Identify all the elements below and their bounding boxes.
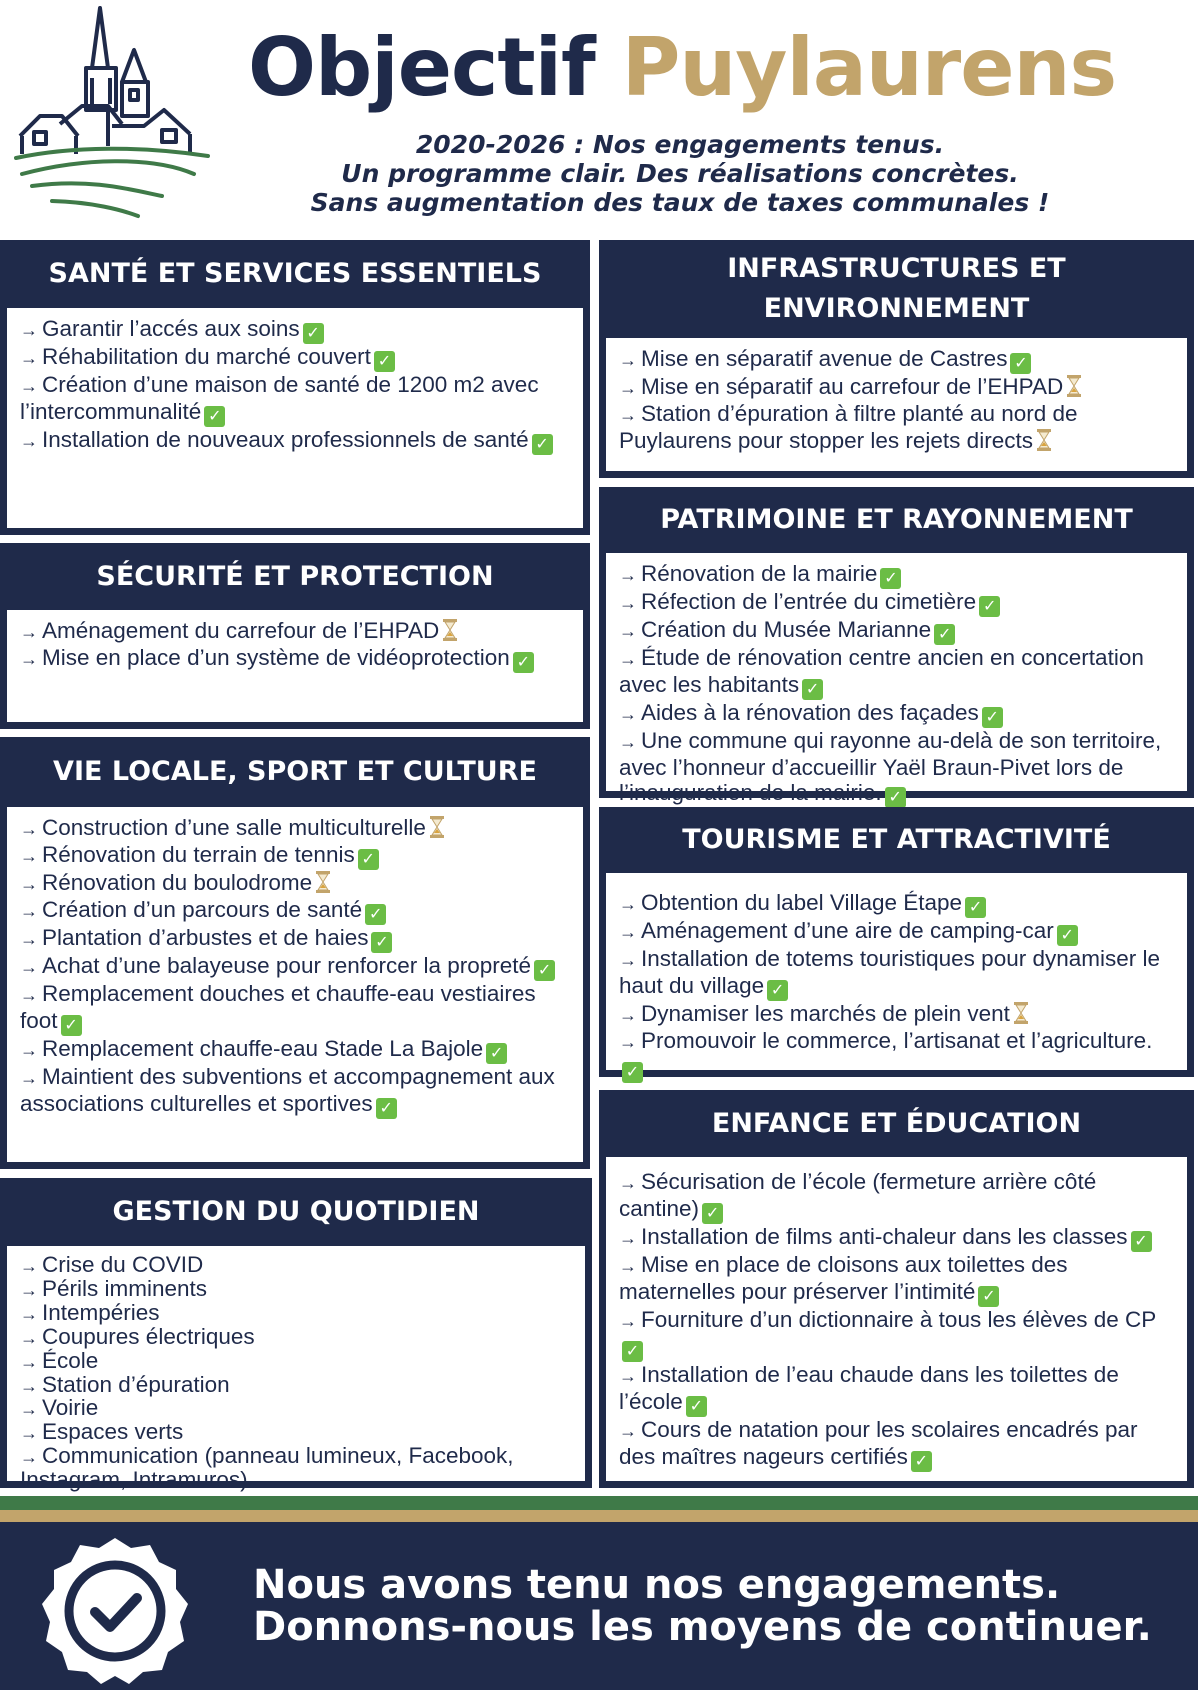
section-body: [606, 1157, 1187, 1481]
check-mark-icon: ✓: [965, 897, 986, 918]
arrow-icon: →: [20, 622, 38, 642]
arrow-icon: →: [619, 1032, 637, 1052]
check-mark-icon: ✓: [303, 323, 324, 344]
list-item: [619, 728, 1173, 808]
arrow-icon: →: [619, 1228, 637, 1248]
arrow-icon: →: [619, 405, 637, 425]
list-item-text: Obtention du label Village Étape: [641, 890, 963, 915]
list-item-text: Cours de natation pour les scolaires encadrés par des maîtres nageurs certifiés: [619, 1417, 1138, 1469]
section-title: SANTÉ ET SERVICES ESSENTIELS: [48, 258, 542, 289]
list-item-text: Aménagement du carrefour de l’EHPAD: [42, 618, 440, 643]
list-item: [619, 346, 1173, 374]
list-item-text: Achat d’une balayeuse pour renforcer la propreté: [42, 953, 532, 978]
list-item: [619, 1417, 1173, 1472]
list-item-text: Remplacement douches et chauffe-eau vestiaires foot: [20, 981, 536, 1033]
list-item-text: Aménagement d’une aire de camping-car: [641, 918, 1054, 943]
arrow-icon: →: [20, 320, 38, 340]
list-item: [619, 401, 1173, 453]
arrow-icon: →: [619, 565, 637, 585]
list-item: [619, 1307, 1173, 1362]
hourglass-icon: [1063, 374, 1082, 399]
list-item-text: Remplacement chauffe-eau Stade La Bajole: [42, 1036, 484, 1061]
section-body: [7, 308, 583, 528]
arrow-icon: →: [20, 348, 38, 368]
list-item: [20, 981, 569, 1036]
arrow-icon: →: [619, 732, 637, 752]
title-part-objectif: Objectif: [248, 21, 595, 114]
list-item-text: Communication (panneau lumineux, Facebook, Instagram, Intramuros): [20, 1443, 514, 1493]
arrow-icon: →: [20, 376, 38, 396]
subtitle-line: 2020-2026 : Nos engagements tenus.: [415, 130, 945, 159]
hourglass-icon: [439, 618, 458, 643]
arrow-icon: →: [20, 957, 38, 977]
list-item: [20, 842, 569, 870]
arrow-icon: →: [20, 1351, 38, 1372]
page-subtitle: [230, 130, 1130, 217]
list-item-text: Plantation d’arbustes et de haies: [42, 925, 369, 950]
list-item-text: Voirie: [42, 1395, 99, 1421]
page-header: [0, 0, 1198, 230]
list-item-text: Station d’épuration à filtre planté au nord de Puylaurens pour stopper les rejets directs: [619, 401, 1078, 453]
check-mark-icon: ✓: [982, 707, 1003, 728]
arrow-icon: →: [20, 1375, 38, 1396]
check-mark-icon: ✓: [61, 1015, 82, 1036]
check-mark-icon: ✓: [534, 960, 555, 981]
list-item-text: Aides à la rénovation des façades: [641, 700, 979, 725]
check-mark-icon: ✓: [513, 652, 534, 673]
section-title: VIE LOCALE, SPORT ET CULTURE: [53, 756, 537, 787]
list-item: [20, 645, 569, 673]
list-item-text: Promouvoir le commerce, l’artisanat et l’agriculture.: [641, 1028, 1153, 1053]
subtitle-line: Un programme clair. Des réalisations concrètes.: [341, 159, 1019, 188]
list-item-text: Réhabilitation du marché couvert: [42, 344, 371, 369]
list-item: [619, 1169, 1173, 1224]
list-item: [20, 372, 569, 427]
arrow-icon: →: [619, 1421, 637, 1441]
list-item: [20, 1064, 569, 1119]
arrow-icon: →: [20, 1256, 38, 1276]
hourglass-icon: [1033, 428, 1052, 453]
list-item-text: Rénovation du boulodrome: [42, 870, 313, 895]
list-item-text: Création d’une maison de santé de 1200 m2 avec l’intercommunalité: [20, 372, 539, 424]
list-item: [20, 1371, 571, 1398]
list-item-text: Mise en place d’un système de vidéoprotection: [42, 645, 510, 670]
arrow-icon: →: [20, 1423, 38, 1444]
hourglass-icon: [1010, 1001, 1029, 1026]
list-item-text: Sécurisation de l’école (fermeture arrière côté cantine): [619, 1169, 1097, 1221]
subtitle-line: Sans augmentation des taux de taxes communales !: [310, 188, 1050, 217]
arrow-icon: →: [20, 1279, 38, 1300]
section-patrimoine: [599, 487, 1194, 806]
list-item: [20, 1421, 571, 1445]
list-item: [619, 1001, 1173, 1028]
list-item: [20, 925, 569, 953]
section-title: TOURISME ET ATTRACTIVITÉ: [682, 824, 1111, 855]
arrow-icon: →: [619, 894, 637, 914]
section-body: [7, 807, 583, 1162]
section-gestion: [0, 1178, 592, 1493]
list-item: [20, 1323, 571, 1350]
list-item: [20, 897, 569, 925]
list-item-text: Garantir l’accés aux soins: [42, 316, 300, 341]
list-item: [20, 1036, 569, 1064]
section-title: [606, 240, 1187, 338]
check-mark-icon: ✓: [686, 1396, 707, 1417]
list-item: [20, 1299, 571, 1326]
arrow-icon: →: [20, 1447, 38, 1468]
check-mark-icon: ✓: [622, 1341, 643, 1362]
title-part-puylaurens: Puylaurens: [621, 21, 1117, 114]
list-item-text: Installation de l’eau chaude dans les toilettes de l’école: [619, 1362, 1119, 1414]
section-body: [606, 338, 1187, 471]
list-item: [619, 561, 1173, 589]
section-title: SÉCURITÉ ET PROTECTION: [96, 560, 494, 592]
check-mark-icon: ✓: [374, 351, 395, 372]
check-mark-icon: ✓: [358, 849, 379, 870]
list-item: [20, 1254, 571, 1278]
list-item: [20, 1275, 571, 1302]
arrow-icon: →: [20, 1327, 38, 1348]
list-item-text: Intempéries: [42, 1299, 160, 1325]
hourglass-icon: [312, 870, 331, 895]
check-mark-icon: ✓: [486, 1043, 507, 1064]
list-item: [619, 374, 1173, 401]
arrow-icon: →: [20, 985, 38, 1005]
list-item-text: Installation de totems touristiques pour dynamiser le haut du village: [619, 946, 1161, 998]
footer-line: Donnons-nous les moyens de continuer.: [253, 1604, 1152, 1650]
check-mark-icon: ✓: [911, 1451, 932, 1472]
list-item: [619, 1028, 1173, 1083]
list-item-text: Maintient des subventions et accompagnement aux associations culturelles et sportives: [20, 1064, 555, 1116]
arrow-icon: →: [20, 901, 38, 921]
arrow-icon: →: [619, 950, 637, 970]
list-item: [20, 1397, 571, 1421]
check-mark-icon: ✓: [880, 568, 901, 589]
check-mark-icon: ✓: [702, 1203, 723, 1224]
list-item: [619, 918, 1173, 946]
arrow-icon: →: [20, 929, 38, 949]
list-item-text: Construction d’une salle multiculturelle: [42, 815, 426, 840]
list-item: [20, 344, 569, 372]
check-mark-icon: ✓: [365, 904, 386, 925]
arrow-icon: →: [619, 350, 637, 370]
check-mark-icon: ✓: [204, 406, 225, 427]
footer-slogan: [253, 1564, 1173, 1648]
list-item-text: Coupures électriques: [42, 1323, 255, 1349]
check-mark-icon: ✓: [978, 1286, 999, 1307]
list-item: [20, 953, 569, 981]
check-mark-icon: ✓: [1131, 1231, 1152, 1252]
check-mark-icon: ✓: [767, 980, 788, 1001]
list-item-text: Installation de films anti-chaleur dans les classes: [641, 1224, 1128, 1249]
list-item: [20, 815, 569, 842]
gold-band: [0, 1510, 1198, 1522]
arrow-icon: →: [20, 1068, 38, 1088]
check-mark-icon: ✓: [1010, 353, 1031, 374]
check-seal-icon: [40, 1536, 190, 1686]
check-mark-icon: ✓: [1057, 925, 1078, 946]
list-item-text: Rénovation de la mairie: [641, 561, 878, 586]
footer-line: Nous avons tenu nos engagements.: [253, 1562, 1061, 1608]
check-mark-icon: ✓: [885, 787, 906, 808]
arrow-icon: →: [619, 1256, 637, 1276]
arrow-icon: →: [619, 1366, 637, 1386]
check-mark-icon: ✓: [934, 624, 955, 645]
arrow-icon: →: [619, 922, 637, 942]
arrow-icon: →: [619, 704, 637, 724]
arrow-icon: →: [619, 1311, 637, 1331]
page-title: [248, 18, 1148, 118]
green-band: [0, 1496, 1198, 1510]
section-body: [7, 1246, 585, 1493]
arrow-icon: →: [619, 621, 637, 641]
section-sante: [0, 240, 590, 535]
section-title: ENFANCE ET ÉDUCATION: [711, 1107, 1082, 1139]
footer: [0, 1522, 1198, 1690]
list-item-text: École: [42, 1347, 99, 1373]
section-title-text: INFRASTRUCTURES ET ENVIRONNEMENT: [727, 253, 1066, 324]
arrow-icon: →: [20, 819, 38, 839]
list-item: [619, 617, 1173, 645]
list-item: [20, 427, 569, 455]
list-item-text: Étude de rénovation centre ancien en concertation avec les habitants: [619, 645, 1144, 697]
arrow-icon: →: [619, 378, 637, 398]
village-church-logo: [12, 6, 212, 221]
section-title: GESTION DU QUOTIDIEN: [112, 1196, 480, 1227]
section-infrastructures: [599, 240, 1194, 478]
hourglass-icon: [426, 815, 445, 840]
list-item-text: Périls imminents: [42, 1275, 208, 1301]
list-item: [20, 870, 569, 897]
list-item-text: Réfection de l’entrée du cimetière: [641, 589, 977, 614]
arrow-icon: →: [20, 874, 38, 894]
check-mark-icon: ✓: [532, 434, 553, 455]
check-mark-icon: ✓: [371, 932, 392, 953]
check-mark-icon: ✓: [622, 1062, 643, 1083]
section-title: PATRIMOINE ET RAYONNEMENT: [660, 504, 1133, 535]
arrow-icon: →: [619, 593, 637, 613]
arrow-icon: →: [20, 1303, 38, 1324]
check-mark-icon: ✓: [802, 679, 823, 700]
arrow-icon: →: [20, 846, 38, 866]
arrow-icon: →: [619, 649, 637, 669]
arrow-icon: →: [20, 1040, 38, 1060]
section-body: [606, 873, 1187, 1081]
list-item-text: Mise en place de cloisons aux toilettes des maternelles pour préserver l’intimité: [619, 1252, 1068, 1304]
section-vie-locale: [0, 737, 590, 1169]
list-item-text: Rénovation du terrain de tennis: [42, 842, 355, 867]
list-item: [619, 1224, 1173, 1252]
list-item: [619, 645, 1173, 700]
check-mark-icon: ✓: [979, 596, 1000, 617]
list-item: [619, 1252, 1173, 1307]
list-item: [619, 589, 1173, 617]
section-enfance: [599, 1090, 1194, 1488]
list-item-text: Création du Musée Marianne: [641, 617, 932, 642]
list-item-text: Installation de nouveaux professionnels de santé: [42, 427, 529, 452]
list-item: [619, 946, 1173, 1001]
section-body: [606, 553, 1187, 806]
section-tourisme: [599, 807, 1194, 1081]
list-item-text: Espaces verts: [42, 1419, 184, 1445]
list-item-text: Une commune qui rayonne au-delà de son territoire, avec l’honneur d’accueillir Yaël Braun-Pivet lors de l’inauguration de la mairie.: [619, 728, 1162, 805]
list-item: [20, 316, 569, 344]
arrow-icon: →: [20, 431, 38, 451]
arrow-icon: →: [619, 1005, 637, 1025]
section-securite: [0, 543, 590, 729]
list-item-text: Mise en séparatif avenue de Castres: [641, 346, 1008, 371]
list-item-text: Création d’un parcours de santé: [42, 897, 363, 922]
arrow-icon: →: [20, 649, 38, 669]
check-mark-icon: ✓: [376, 1098, 397, 1119]
list-item: [619, 700, 1173, 728]
list-item: [20, 1347, 571, 1374]
list-item-text: Fourniture d’un dictionnaire à tous les élèves de CP: [641, 1307, 1157, 1332]
section-body: [7, 610, 583, 722]
list-item: [619, 1362, 1173, 1417]
list-item: [20, 618, 569, 645]
list-item-text: Station d’épuration: [42, 1371, 230, 1397]
list-item: [619, 890, 1173, 918]
list-item-text: Mise en séparatif au carrefour de l’EHPAD: [641, 374, 1064, 399]
arrow-icon: →: [20, 1399, 38, 1420]
list-item-text: Crise du COVID: [42, 1252, 204, 1277]
arrow-icon: →: [619, 1173, 637, 1193]
list-item-text: Dynamiser les marchés de plein vent: [641, 1001, 1010, 1026]
list-item: [20, 1445, 571, 1491]
